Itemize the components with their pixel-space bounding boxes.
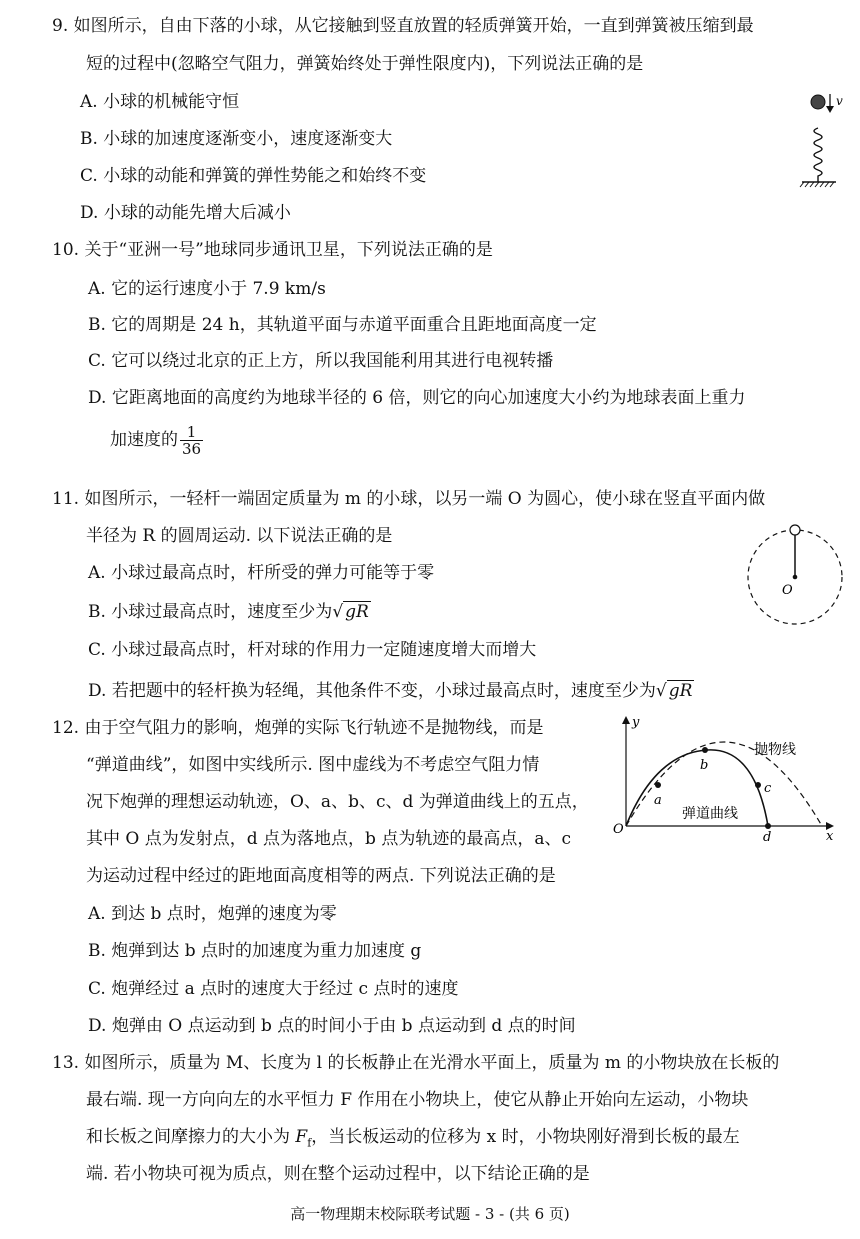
q10-option-c: C. 它可以绕过北京的正上方，所以我国能利用其进行电视转播: [88, 351, 554, 371]
velocity-label: v: [836, 94, 843, 108]
q10-option-d-line2: [110, 424, 203, 457]
y-axis-arrow: [622, 716, 630, 724]
q9-stem-line2: 短的过程中(忽略空气阻力，弹簧始终处于弹性限度内)，下列说法正确的是: [86, 54, 644, 74]
q9-option-a: A. 小球的机械能守恒: [80, 92, 240, 112]
q13-stem-line3: [86, 1125, 740, 1155]
center-label-o: O: [782, 583, 793, 598]
q12-option-d: D. 炮弹由 O 点运动到 b 点的时间小于由 b 点运动到 d 点的时间: [88, 1016, 576, 1036]
q9-spring-figure: [796, 88, 856, 188]
ballistic-label: 弹道曲线: [682, 806, 738, 822]
q10-stem: 10. 关于“亚洲一号”地球同步通讯卫星，下列说法正确的是: [52, 240, 493, 260]
q10-option-d-line1: D. 它距离地面的高度约为地球半径的 6 倍，则它的向心加速度大小约为地球表面上重力: [88, 388, 746, 408]
page-footer: 高一物理期末校际联考试题 - 3 - (共 6 页): [290, 1205, 570, 1223]
spring-coil: [814, 128, 822, 182]
point-b: [702, 747, 708, 753]
q10-option-b: B. 它的周期是 24 h，其轨道平面与赤道平面重合且距地面高度一定: [88, 315, 597, 335]
parabola-label: 抛物线: [754, 742, 796, 758]
ground-hatch: [800, 182, 834, 187]
point-a: [655, 782, 661, 788]
ball-at-top: [790, 525, 800, 535]
q12-trajectory-figure: [612, 712, 844, 848]
q9-stem-line1: 9. 如图所示，自由下落的小球，从它接触到竖直放置的轻质弹簧开始，一直到弹簧被压缩到最: [52, 16, 754, 36]
q12-stem-line2: “弹道曲线”，如图中实线所示. 图中虚线为不考虑空气阻力情: [86, 755, 540, 775]
q11-circle-figure: [744, 522, 854, 632]
q11-option-c: C. 小球过最高点时，杆对球的作用力一定随速度增大而增大: [88, 640, 537, 660]
x-axis-label: x: [826, 829, 834, 844]
sqrt-radicand: gR: [345, 602, 369, 622]
point-a-label: a: [654, 793, 662, 808]
q13-stem-line1: 13. 如图所示，质量为 M、长度为 l 的长板静止在光滑水平面上，质量为 m 的小物块放在长板的: [52, 1053, 780, 1073]
origin-label: O: [613, 822, 624, 837]
q11-option-b: [88, 600, 371, 624]
fraction-1-36: [180, 424, 203, 457]
q10-option-a: A. 它的运行速度小于 7.9 km/s: [88, 279, 326, 299]
sqrt-gR: √ gR: [332, 602, 369, 622]
q12-stem-line4: 其中 O 点为发射点，d 点为落地点，b 点为轨迹的最高点，a、c: [86, 829, 571, 849]
q11-stem-line1: 11. 如图所示，一轻杆一端固定质量为 m 的小球，以另一端 O 为圆心，使小球在竖直平面内做: [52, 489, 766, 509]
point-c: [755, 782, 761, 788]
q9-option-b: B. 小球的加速度逐渐变小，速度逐渐变大: [80, 129, 393, 149]
point-d-label: d: [763, 830, 772, 845]
friction-subscript: f: [307, 1136, 312, 1150]
point-b-label: b: [700, 758, 709, 773]
q12-stem-line1: 12. 由于空气阻力的影响，炮弹的实际飞行轨迹不是抛物线，而是: [52, 718, 544, 738]
q13-stem-line4: 端. 若小物块可视为质点，则在整个运动过程中，以下结论正确的是: [86, 1164, 590, 1184]
sqrt-radicand: gR: [668, 681, 693, 701]
q9-option-c: C. 小球的动能和弹簧的弹性势能之和始终不变: [80, 166, 427, 186]
fraction-numerator: 1: [180, 424, 203, 441]
sqrt-gR: √ gR: [655, 681, 693, 701]
q13-stem-line2: 最右端. 现一方向向左的水平恒力 F 作用在小物块上，使它从静止开始向左运动，小物块: [86, 1090, 749, 1110]
fraction-denominator: 36: [182, 440, 202, 458]
q9-option-d: D. 小球的动能先增大后减小: [80, 203, 291, 223]
q11-d-text: D. 若把题中的轻杆换为轻绳，其他条件不变，小球过最高点时，速度至少为: [88, 681, 656, 701]
falling-ball: [811, 95, 825, 109]
q12-option-a: A. 到达 b 点时，炮弹的速度为零: [88, 904, 337, 924]
q12-stem-line5: 为运动过程中经过的距地面高度相等的两点. 下列说法正确的是: [86, 866, 556, 886]
point-d: [765, 823, 771, 829]
q11-b-text: B. 小球过最高点时，速度至少为: [88, 602, 333, 622]
q11-option-a: A. 小球过最高点时，杆所受的弹力可能等于零: [88, 563, 435, 583]
q13-line3-post: ，当长板运动的位移为 x 时，小物块刚好滑到长板的最左: [311, 1127, 740, 1147]
q12-stem-line3: 况下炮弹的理想运动轨迹，O、a、b、c、d 为弹道曲线上的五点，: [86, 792, 589, 812]
center-point: [793, 575, 798, 580]
friction-symbol: F: [295, 1127, 308, 1147]
q13-line3-pre: 和长板之间摩擦力的大小为: [86, 1127, 296, 1147]
q11-stem-line2: 半径为 R 的圆周运动. 以下说法正确的是: [86, 526, 393, 546]
q11-option-d: [88, 679, 694, 703]
point-c-label: c: [764, 781, 772, 796]
y-axis-label: y: [632, 715, 640, 730]
q12-option-b: B. 炮弹到达 b 点时的加速度为重力加速度 g: [88, 941, 422, 961]
q10-d-text: 加速度的: [110, 430, 178, 450]
q12-option-c: C. 炮弹经过 a 点时的速度大于经过 c 点时的速度: [88, 979, 459, 999]
